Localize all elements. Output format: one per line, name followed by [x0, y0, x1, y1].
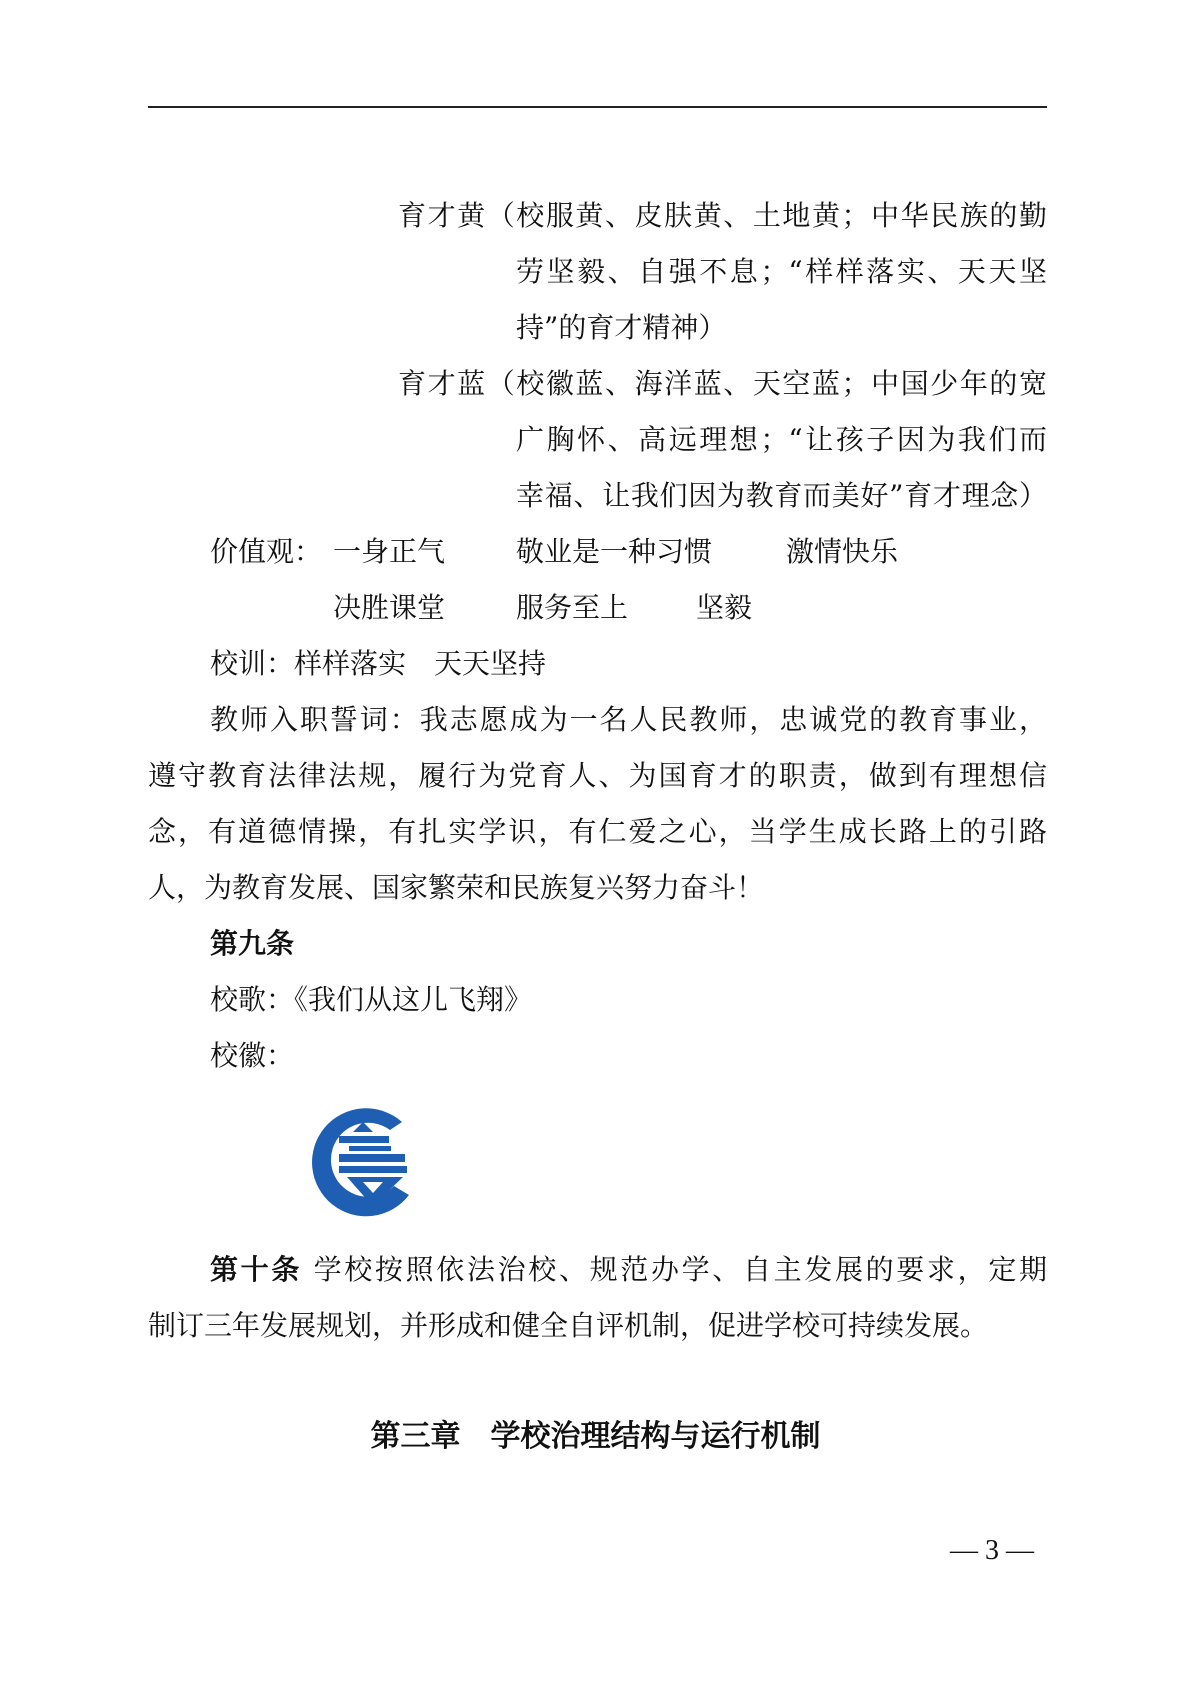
values-item-5: 服务至上 [516, 591, 629, 624]
article-10-text-1: 学校按照依法治校、规范办学、自主发展的要求，定期 [313, 1253, 1047, 1286]
chapter-title: 第三章 学校治理结构与运行机制 [370, 1419, 821, 1454]
article-10-line-2: 制订三年发展规划，并形成和健全自评机制，促进学校可持续发展。 [148, 1309, 989, 1342]
values-item-1: 一身正气 [333, 535, 446, 568]
article-9-heading: 第九条 [210, 927, 295, 960]
color-blue-line-1: 育才蓝（校徽蓝、海洋蓝、天空蓝；中国少年的宽 [398, 367, 1047, 400]
oath-line-2: 遵守教育法律法规，履行为党育人、为国育才的职责，做到有理想信 [148, 759, 1047, 792]
values-item-4: 决胜课堂 [333, 591, 446, 624]
article-10-heading: 第十条 [210, 1253, 303, 1286]
header-rule [148, 106, 1047, 108]
values-label: 价值观： [210, 535, 323, 568]
color-blue-line-3: 幸福、让我们因为教育而美好”育才理念） [516, 479, 1047, 512]
page-number: — 3 — [950, 1535, 1034, 1566]
oath-line-3: 念，有道德情操，有扎实学识，有仁爱之心，当学生成长路上的引路 [148, 815, 1047, 848]
values-item-6: 坚毅 [696, 591, 753, 624]
oath-line-4: 人，为教育发展、国家繁荣和民族复兴努力奋斗！ [148, 871, 765, 904]
school-emblem-label: 校徽： [210, 1039, 295, 1072]
school-emblem-icon [299, 1098, 427, 1226]
values-item-2: 敬业是一种习惯 [516, 535, 713, 568]
values-item-3: 激情快乐 [786, 535, 899, 568]
article-10-line-1 [210, 1250, 1047, 1290]
color-yellow-line-1: 育才黄（校服黄、皮肤黄、土地黄；中华民族的勤 [398, 199, 1047, 232]
color-yellow-line-3: 持”的育才精神） [516, 311, 727, 344]
school-motto: 校训：样样落实 天天坚持 [210, 647, 547, 680]
oath-line-1: 教师入职誓词：我志愿成为一名人民教师，忠诚党的教育事业， [210, 703, 1047, 736]
school-song: 校歌：《我们从这儿飞翔》 [210, 983, 533, 1016]
color-blue-line-2: 广胸怀、高远理想；“让孩子因为我们而 [516, 423, 1047, 456]
color-yellow-line-2: 劳坚毅、自强不息；“样样落实、天天坚 [516, 255, 1047, 288]
